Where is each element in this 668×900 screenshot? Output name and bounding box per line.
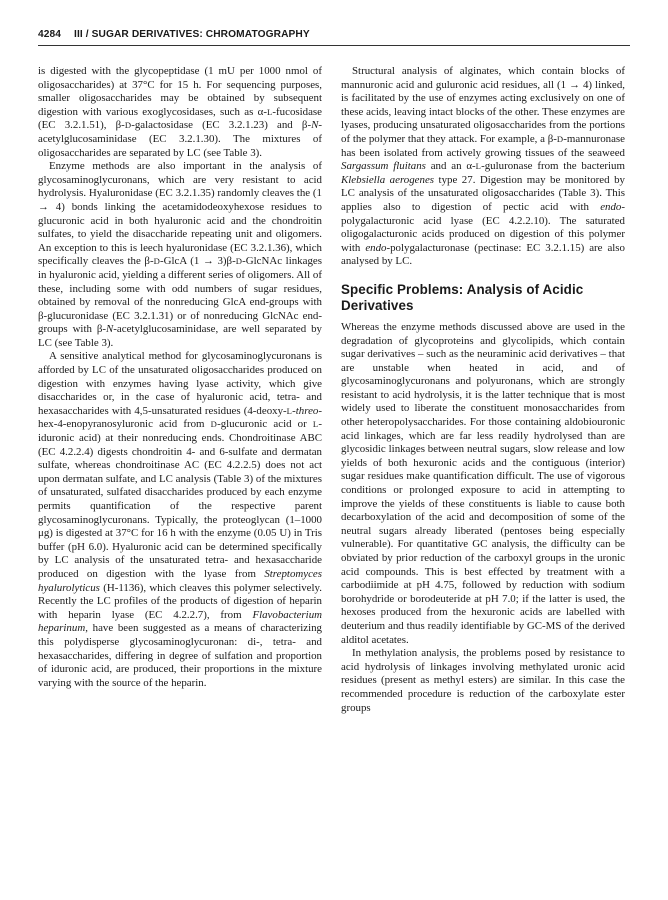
left-column — [38, 65, 322, 690]
paragraph-methylation-analysis: In methylation analysis, the problems posed by resistance to acid hydrolysis of linkages involving methylated uronic acid residues (present as methyl esters) are similar. In this case the recommended procedure is reduction of the carboxylate ester groups — [341, 647, 625, 714]
paragraph-acid-hydrolysis: Whereas the enzyme methods discussed above are used in the degradation of glycoproteins and glycolipids, which contain sugar derivatives – such as the neuraminic acid derivatives – that are unstable when heated in acid, and of glycosaminoglycuronans and polyuronans, which are strongly resistant to acid hydrolysis, it is the latter technique that is most widely used to liberate the constituent monosaccharides from other heteropolysaccharides. For those containing aldobiouronic acid linkages, which are far less readily hydrolysed than are glycosidic linkages between neutral sugars, slow release and low yields of both hexuronic acids and the contiguous (interior) sugar residues make quantification difficult. The use of vigorous conditions or prolonged exposure to acid in attempting to improve the yields of these constituents is liable to cause both decarboxylation of the acid and decomposition of some of the neutral sugars already liberated (pentoses being especially vulnerable). For quantitative GC analysis, the difficulty can be obviated by prior reduction of the carboxyl groups in the uronic acid compounds. This is best effected by treatment with a carbodiimide at pH 4.75, followed by reduction with sodium borohydride or borodeuteride at pH 7.0; if the latter is used, the hexoses produced from the hexuronic acids are labelled with deuterium and thus readily identifiable by GC-MS of the derived alditol acetates. — [341, 320, 625, 646]
running-header — [38, 29, 630, 40]
running-title: III / SUGAR DERIVATIVES: CHROMATOGRAPHY — [74, 29, 310, 40]
paragraph-glycopeptidase-digestion: is digested with the glycopeptidase (1 mU per 1000 nmol of oligosaccharides) at 37°C for 15 h. For sequencing purposes, smaller oligosaccharides may be obtained by subsequent digestion with various exoglycosidases, such as α-L-fucosidase (EC 3.2.1.51), β-D-galactosidase (EC 3.2.1.23) and β-N-acetylglucosaminidase (EC 3.2.1.30). The mixtures of oligosaccharides are separated by LC (see Table 3). — [38, 65, 322, 159]
header-rule — [38, 45, 630, 46]
paragraph-alginates: Structural analysis of alginates, which contain blocks of mannuronic acid and guluronic acid residues, all (1 → 4) linked, is facilitated by the use of enzymes acting exclusively on one of these acids, leaving intact blocks of the other. These enzymes are lyases, producing unsaturated oligosaccharides from the portions of the polymer that they attack. For example, a β-D-mannuronase has been isolated from actively growing tissues of the seaweed Sargassum fluitans and an α-L-guluronase from the bacterium Klebsiella aerogenes type 27. Digestion may be monitored by LC analysis of the unsaturated oligosaccharides (Table 3). This applies also to digestion of pectic acid with endo-polygalacturonic acid lyase (EC 4.2.2.10). The saturated oligogalacturonic acids produced on digestion of this polymer with endo-polygalacturonase (pectinase: EC 3.2.1.15) are also analysed by LC. — [341, 65, 625, 268]
paragraph-glycosaminoglycuronans: Enzyme methods are also important in the analysis of glycosaminoglycuronans, which are very resistant to acid hydrolysis. Hyaluronidase (EC 3.2.1.35) randomly cleaves the (1 → 4) bonds linking the acetamidodeoxyhexose residues to glucuronic acid in both hyaluronic acid and the chondroitin sulfates, to yield the disaccharide repeating unit and oligomers. An exception to this is leech hyaluronidase (EC 3.2.1.36), which specifically cleaves the β-D-GlcA (1 → 3)β-D-GlcNAc linkages in hyaluronic acid, yielding a different series of oligomers. All of these, including some with odd numbers of sugar residues, obtained by removal of the nonreducing GlcA end-groups with β-glucuronidase (EC 3.2.1.31) or of nonreducing GlcNAc end-groups with β-N-acetylglucosaminidase, are well separated by LC (see Table 3). — [38, 160, 322, 349]
page-number: 4284 — [38, 29, 62, 40]
section-heading: Specific Problems: Analysis of Acidic Derivatives — [341, 281, 584, 313]
paragraph-lyase-analysis: A sensitive analytical method for glycosaminoglycuronans is afforded by LC of the unsaturated oligosaccharides produced on digestion with enzymes having lyase activity, which give disaccharides or, in the case of hyaluronic acid, tetra- and hexasaccharides with 4,5-unsaturated residues (4-deoxy-L-threo-hex-4-enopyranosyluronic acid from D-glucuronic acid or L-iduronic acid) at their nonreducing ends. Chondroitinase ABC (EC 4.2.2.4) digests chondroitin 4- and 6-sulfate and dermatan sulfate, whereas chondroitinase AC (EC 4.2.2.5) does not act upon dermatan sulfate, and LC analysis (Table 3) of the mixtures of unsaturated, sulfated disaccharides produced by each enzyme permits quantification of the respective parent glycosaminoglycuronans. Typically, the proteoglycan (1–1000 μg) is digested at 37°C for 16 h with the enzyme (0.05 U) in Tris buffer (pH 6.0). Hyaluronic acid can be determined specifically by LC analysis of the unsaturated tetra- and hexasaccharide produced on digestion with the lyase from Streptomyces hyalurolyticus (H-1136), which cleaves this polymer selectively. Recently the LC profiles of the products of digestion of heparin with heparin lyase (EC 4.2.2.7), from Flavobacterium heparinum, have been suggested as a means of characterizing this polydisperse glycosaminoglycuronan: di-, tetra- and hexasaccharides, differing in degree of sulfation and proportion of iduronic acid, are produced, their proportions in the mixture varying with the source of the heparin. — [38, 350, 322, 689]
right-column — [341, 65, 625, 715]
